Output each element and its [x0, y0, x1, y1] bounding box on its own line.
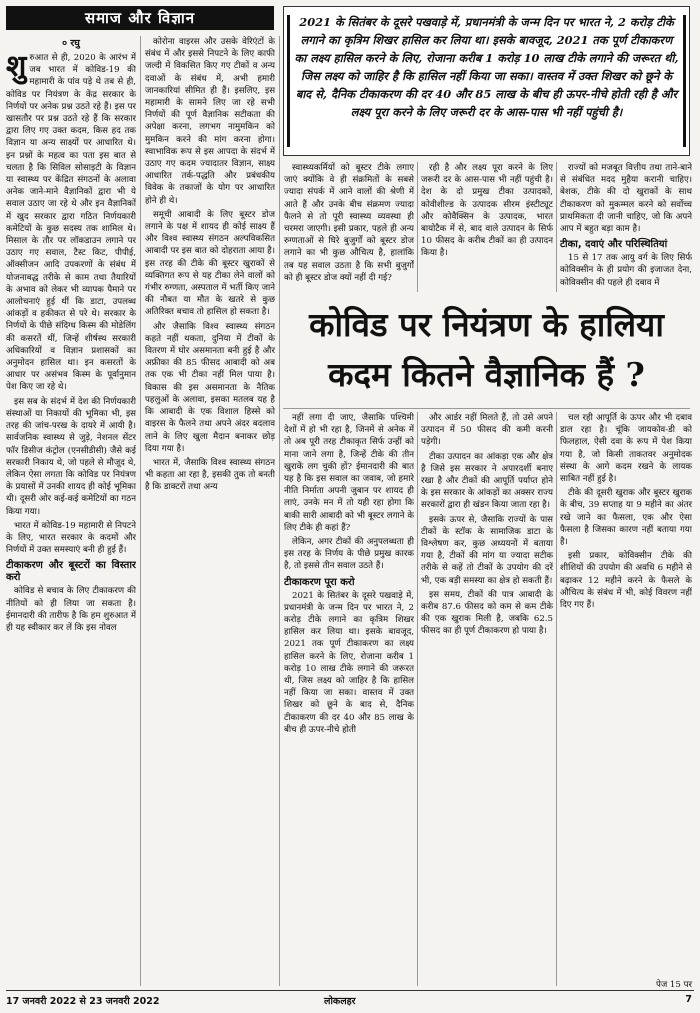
pull-quote	[283, 6, 690, 156]
column-rule	[556, 162, 557, 292]
paragraph: भारत में, जैसाकि विश्व स्वास्थ्य संगठन भी कहता आ रहा है, इसकी तुक तो बनती है कि डाक्टरों तथा अन्य	[145, 457, 275, 493]
page-number: 7	[685, 994, 692, 1005]
headline-line-2: कदम कितने वैज्ञानिक हैं ?	[328, 355, 645, 394]
paragraph: इस समय, टीकों की पात्र आबादी के करीब 87.6 फीसद को कम से कम टीके की एक खुराक मिली है, जबकि 62.5 फीसद का ही पूर्ण टीकाकरण हो पाया है।	[421, 589, 553, 637]
subheading: टीकाकरण और बूस्टरों का विस्तार करो	[6, 560, 136, 584]
column-rule	[279, 36, 280, 986]
paragraph: 2021 के सितंबर के दूसरे पखवाड़े में, प्रधानमंत्री के जन्म दिन पर भारत ने, 2 करोड़ टीके लगाने का कृत्रिम शिखर हासिल कर लिया था। इसके बावजूद, 2021 तक पूर्ण टीकाकरण का लक्ष्य हासिल करने के लिए, रोजाना करीब 1 करोड़ 10 लाख टीके लगाने की जरूरत थी, जिस लक्ष्य को जाहिर है कि हासिल नहीं किया जा सका। वास्तव में उक्त शिखर को छूने के बाद से, दैनिक टीकाकरण की दर 40 और 85 लाख के बीच ही ऊपर-नीचे होती	[284, 590, 414, 735]
paragraph: चल रही आपूर्ति के ऊपर और भी दबाव डाल रहा है। चूंकि जायकोव-डी को फिलहाल, ऐसी दवा के रूप में पेश किया गया है, जो किसी ताकतवर अनुमोदक संस्था के आगे कदम रखने के लायक साबित नहीं हुई है।	[560, 413, 692, 485]
paragraph: राज्यों को मजबूत वित्तीय तथा ताने-बाने से संबंधित मदद मुहैया करानी चाहिए। बेशक, टीके की दो खुराकों के साथ टीकाकरण को मुकम्मल करने को सर्वोच्च प्राथमिकता दी जानी चाहिए, जो कि अपने आप में बहुत बड़ा काम है।	[560, 163, 692, 235]
subheading: टीकाकरण पूरा करो	[284, 576, 355, 588]
subheading: टीका, दवाएं और परिस्थितियां	[560, 239, 668, 251]
quote-bar-right	[683, 15, 686, 147]
paragraph: टीके की दूसरी खुराक और बूस्टर खुराक के बीच, 39 सप्ताह या 9 महीने का अंतर रखे जाने का फैसला, एक और ऐसा फैसला है जिसका कारण नहीं बताया गया है।	[560, 488, 692, 548]
quote-bar-left	[287, 15, 290, 147]
continued-note: पेज 15 पर	[655, 980, 692, 990]
footer-rule	[6, 990, 694, 991]
column-rule	[556, 412, 557, 986]
paragraph: इसी प्रकार, कोविक्सीन टीके की शीशियों की उपयोग की अवधि 6 महीने से बढ़ाकर 12 महीने करने के फैसले के औचित्य के संबंध में भी, कोई विवरण नहीं दिए गए हैं।	[560, 551, 692, 611]
column-rule	[140, 36, 141, 986]
paragraph: इस सब के संदर्भ में देश की निर्णयकारी संस्थाओं या निकायों की भूमिका भी, इस तरह की जांच-परख के दायरे में आयी है। सार्वजनिक स्वास्थ्य से जुड़े, नेशनल सेंटर फॉर डिसीज कंट्रोल (एनसीडीसी) जैसे कई सरकारी निकाय थे, जो पहले से मौजूद थे, लेकिन ऐसा लगता कि कोविड पर नियंत्रण के प्रयासों में उनकी शायद ही कोई भूमिका थी। दूसरी ओर कई-कई कमेटियों का गठन किया गया।	[6, 396, 136, 517]
issue-date: 17 जनवरी 2022 से 23 जनवरी 2022	[6, 996, 160, 1007]
paragraph: कोविड से बचाव के लिए टीकाकरण की नीतियों को ही लिया जा सकता है। ईमानदारी की तारीफ है कि हम शुरुआत में ही यह स्वीकार कर लें कि इस नोवल	[6, 586, 136, 633]
article-column-3	[284, 162, 414, 292]
paragraph: और जैसाकि विश्व स्वास्थ्य संगठन कहते नहीं थकता, दुनिया में टीकों के वितरण में घोर असमानता बनी हुई है और अफ्रीका की 85 फीसद आबादी को अब तक एक भी टीका नहीं मिल पाया है। विकास की इस असमानता के नैतिक पहलुओं के अलावा, इसका मतलब यह है कि आबादी के एक विशाल हिस्से को वाइरस के फैलने तथा अपने अंदर बदलाव लाने के लिए खुला मैदान बनाकर छोड़ दिया गया है।	[145, 321, 275, 454]
paragraph: समूची आबादी के लिए बूस्टर डोज लगाने के पक्ष में शायद ही कोई साक्ष्य हैं और विश्व स्वास्थ्य संगठन अल्पविकसित आबादी पर इस बात को दोहराता आया है। इस तरह की टीके की बूस्टर खुराकों से व्यक्तिगत रूप से यह टीका लेने वालों को गंभीर रुग्णता, अस्पताल में भर्ती किए जाने की नौबत या मौत के खतरे से कुछ अतिरिक्त बचाव तो हासिल हो सकता है।	[145, 209, 275, 318]
drop-cap: शु	[6, 52, 27, 84]
paragraph: कोरोना वाइरस और उसके वेरिएंटों के संबंध में और इससे निपटने के लिए काफी जल्दी में विकसित किए गए टीकों व अन्य दवाओं के संबंध में, अभी हमारी जानकारियां सीमित ही हैं। इसलिए, इस महामारी के सामने लिए जा रहे सभी निर्णयों की पूर्ण वैज्ञानिक सटीकता की अपेक्षा करना, लगभग नामुमकिन को मुमकिन करने की मांग करना होगा। स्वाभाविक रूप से इस आपदा के संदर्भ में उठाए गए कदम ज्यादातर विज्ञान, साक्ष्य आधारित तर्क-पद्धति और प्रबंधकीय विवेक के तकाजों के योग पर आधारित होने ही थे।	[145, 37, 275, 206]
paragraph: रही है और लक्ष्य पूरा करने के लिए जरूरी दर के आस-पास भी नहीं पहुंची है। देश के दो प्रमुख टीका उत्पादकों, कोवीशील्ड के उत्पादक सीरम इंस्टीट्यूट और कोवैक्सिन के उत्पादक, भारत बायोटैक में से, बाद वाले उत्पादन के सिर्फ 10 फीसद के करीब टीकों का ही उत्पादन किया है।	[421, 163, 553, 259]
paragraph: 15 से 17 तक आयु वर्ग के लिए सिर्फ कोविक्सीन के ही प्रयोग की इजाजत देना, कोविक्सीन की पहले ही दबाव में	[560, 253, 692, 288]
headline	[283, 300, 690, 400]
paragraph: इसके ऊपर से, जैसाकि राज्यों के पास टीकों के स्टॉक के सामाजिक डाटा के विश्लेषण कर, कुछ अध्ययनों में बताया गया है, टीकों की मांग या ज्यादा सटीक तरीके से कहें तो टीकों के उपयोग की दरें भी, एक बड़ी समस्या का क्षेत्र हो सकती हैं।	[421, 514, 553, 586]
paragraph: लेकिन, अगर टीकों की अनुपलब्धता ही इस तरह के निर्णय के पीछे प्रमुख कारक है, तो इससे तीन सवाल उठते हैं।	[284, 537, 414, 572]
paragraph: रुआत से ही, 2020 के आरंभ में जब भारत में कोविड-19 की महामारी के पांव पड़े थे तब से ही, कोविड पर नियंत्रण के केंद्र सरकार के निर्णयों पर अनेक प्रश्न उठते रहे हैं। इस पर खासतौर पर प्रश्न उठते रहे हैं कि सरकार द्वारा लिए गए उक्त कदम, किस हद तक विज्ञान या अन्य साक्ष्यों पर आधारित थे। इन प्रश्नों के महत्व का पता इस बात से चलता है कि सिविल सोसाइटी के विज्ञान या स्वास्थ्य पर केंद्रित संगठनों के अलावा अनेक जाने-माने वैज्ञानिकों द्वारा भी ये सवाल उठाए जा रहे थे और इन वैज्ञानिकों में खुद सरकार द्वारा गठित निर्णयकारी कमेटियों के कुछ सदस्य तक शामिल थे। मिसाल के तौर पर लॉकडाउन लगाने पर उठाए गए सवाल, टैस्ट किट, पीपीई, ऑक्सीजन आदि उपकरणों के संबंध में योजनाबद्ध तरीके से काम तथा तैयारियों के अभाव को लेकर भी व्यापक पैमाने पर आलोचनाएं हुई थीं कि डाटा, उपलब्ध आंकड़ों व हकीकत से परे थे। सरकार के निर्णयों के पीछे संदिग्ध किस्म की मोडेलिंग की कसरतें थीं, जिन्हें शीर्षस्थ सरकारी अधिकारियों व विज्ञान प्रशासकों का अनुमोदन हासिल था। इन कसरतों के आधार पर असंभव किस्म के पूर्वानुमान पेश किए जा रहे थे।	[6, 53, 136, 393]
article-column-8	[560, 412, 692, 974]
article-column-7	[421, 412, 553, 988]
paragraph: स्वास्थ्यकर्मियों को बूस्टर टीके लगाए जाएं क्योंकि वे ही संक्रमितों के सबसे ज्यादा संपर्क में आने वालों की श्रेणी में आते हैं और उनके बीच संक्रमण ज्यादा फैलने से तो पूरी स्वास्थ्य व्यवस्था ही चरमरा जाएगी। इसी प्रकार, पहले ही अन्य रुग्णताओं से घिरे बुजुर्गों को बूस्टर डोज लगाने का भी कुछ औचित्य है, हालांकि तब यह सवाल उठता है कि सभी बुजुर्गों को ही बूस्टर डोज क्यों नहीं दी गई?	[284, 163, 414, 283]
paragraph: भारत में कोविड-19 महामारी से निपटने के लिए, भारत सरकार के कदमों और निर्णयों में उक्त समस्याएं बनी ही हुई हैं।	[6, 520, 136, 556]
article-column-2	[145, 36, 275, 988]
paragraph: टीका उत्पादन का आंकड़ा एक और क्षेत्र है जिसे इस सरकार ने अपारदर्शी बनाए रखा है और टीकों की आपूर्ति पर्याप्त होने के इस सरकार के आंकड़ों का अक्सर राज्य सरकारों द्वारा ही खंडन किया जाता रहा है।	[421, 451, 553, 511]
headline-line-1: कोविड पर नियंत्रण के हालिया	[309, 305, 664, 344]
publication-name: लोकलहर	[324, 996, 356, 1007]
column-rule	[417, 162, 418, 292]
headline-rule	[283, 408, 690, 409]
article-column-1	[6, 52, 136, 988]
footer	[6, 994, 694, 1009]
paragraph: नहीं लगा दी जाए, जैसाकि पश्चिमी देशों में हो भी रहा है, जिनमें से अनेक में तो अब पूरी तरह टीकाकृत सिर्फ उन्हीं को माना जाने लगा है, जिन्हें टीके की तीन खुराकें लग चुकी हों? ईमानदारी की बात यह है कि इस सवाल का जवाब, जो हमारे नीति निर्माता अपनी जुबान पर शायद ही लाएं, उनके मन में तो यही रहा होगा कि बाकी सारी आबादी को भी बूस्टर लगाने के लिए टीके ही कहां हैं?	[284, 413, 414, 533]
pull-quote-text: 2021 के सितंबर के दूसरे पखवाड़े में, प्रधानमंत्री के जन्म दिन पर भारत ने, 2 करोड़ टीके लगाने का कृत्रिम शिखर हासिल कर लिया था। इसके बावजूद, 2021 तक पूर्ण टीकाकरण का लक्ष्य हासिल करने के लिए, रोजाना करीब 1 करोड़ 10 लाख टीके लगाने की जरूरत थी, जिस लक्ष्य को जाहिर है कि हासिल नहीं किया जा सका। वास्तव में उक्त शिखर को छूने के बाद से, दैनिक टीकाकरण की दर 40 और 85 लाख के बीच ही ऊपर-नीचे होती रही है और लक्ष्य पूरा करने के लिए जरूरी दर के आस-पास भी नहीं पहुंची है।	[294, 15, 679, 119]
column-rule	[417, 412, 418, 986]
section-title: समाज और विज्ञान	[6, 6, 274, 30]
article-column-6	[284, 412, 414, 988]
article-column-4	[421, 162, 553, 292]
article-column-5	[560, 162, 692, 292]
byline: ० रघु	[62, 38, 80, 49]
paragraph: और आर्डर नहीं मिलते हैं, तो उसे अपने उत्पादन में 50 फीसद की कमी करनी पड़ेगी।	[421, 413, 553, 448]
